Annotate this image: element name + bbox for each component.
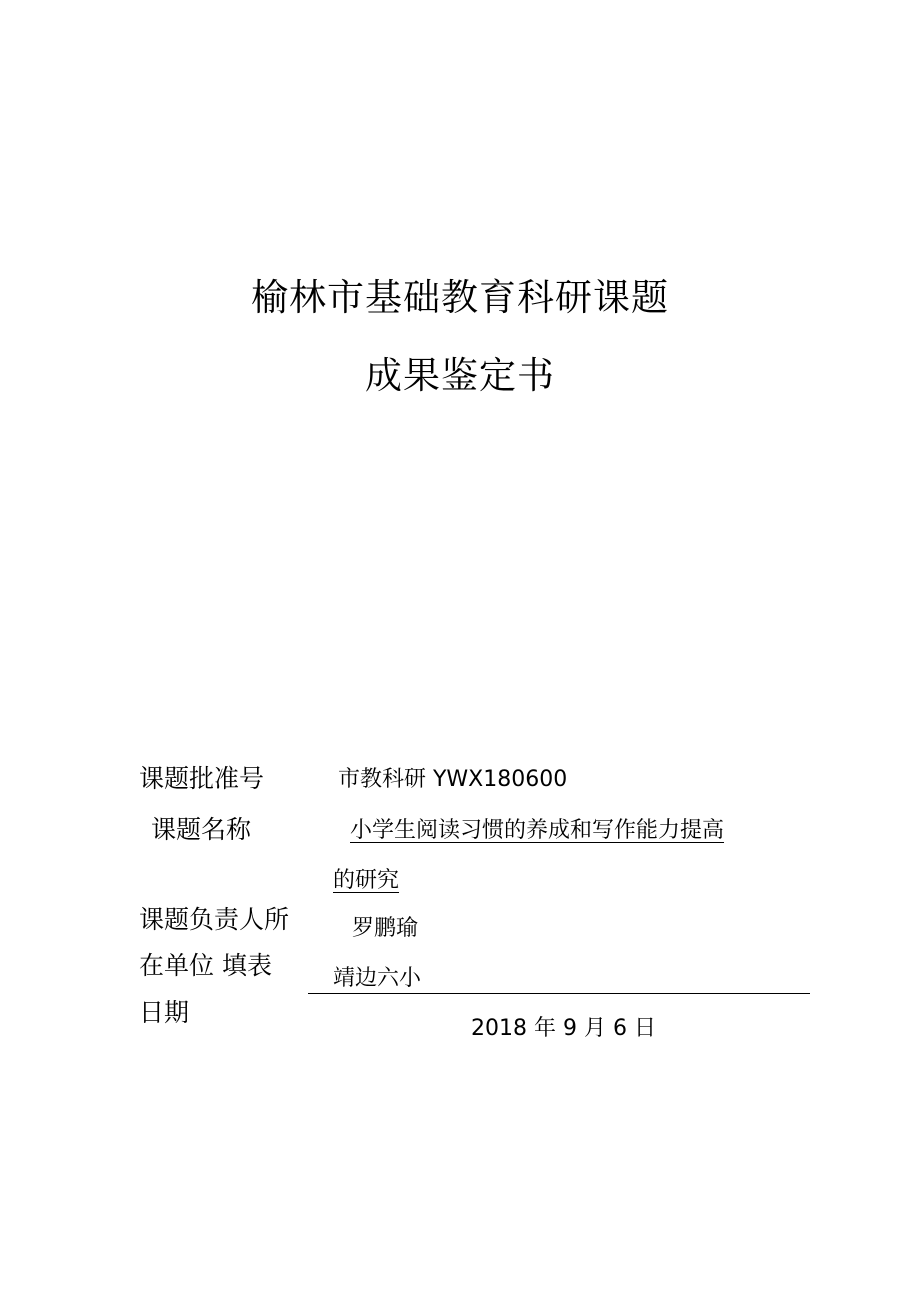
leader-label-line1: 课题负责人所 (139, 905, 290, 934)
fill-date-value: 2018 年 9 月 6 日 (471, 1016, 656, 1041)
document-title-line1: 榆林市基础教育科研课题 (251, 276, 669, 319)
topic-name-label: 课题名称 (151, 815, 252, 844)
leader-name-value: 罗鹏瑜 (352, 916, 419, 941)
unit-value: 靖边六小 (333, 966, 422, 991)
unit-underline-rule (308, 993, 810, 994)
document-title-line2: 成果鉴定书 (365, 354, 555, 397)
approval-number-value: 市教科研 YWX180600 (338, 767, 568, 792)
topic-name-value-line2: 的研究 (333, 868, 400, 893)
approval-number-label: 课题批准号 (139, 764, 265, 793)
topic-name-value-line1: 小学生阅读习惯的养成和写作能力提高 (350, 818, 725, 843)
date-label-line3: 日期 (139, 998, 190, 1027)
unit-label-line2: 在单位 填表 (139, 951, 272, 980)
